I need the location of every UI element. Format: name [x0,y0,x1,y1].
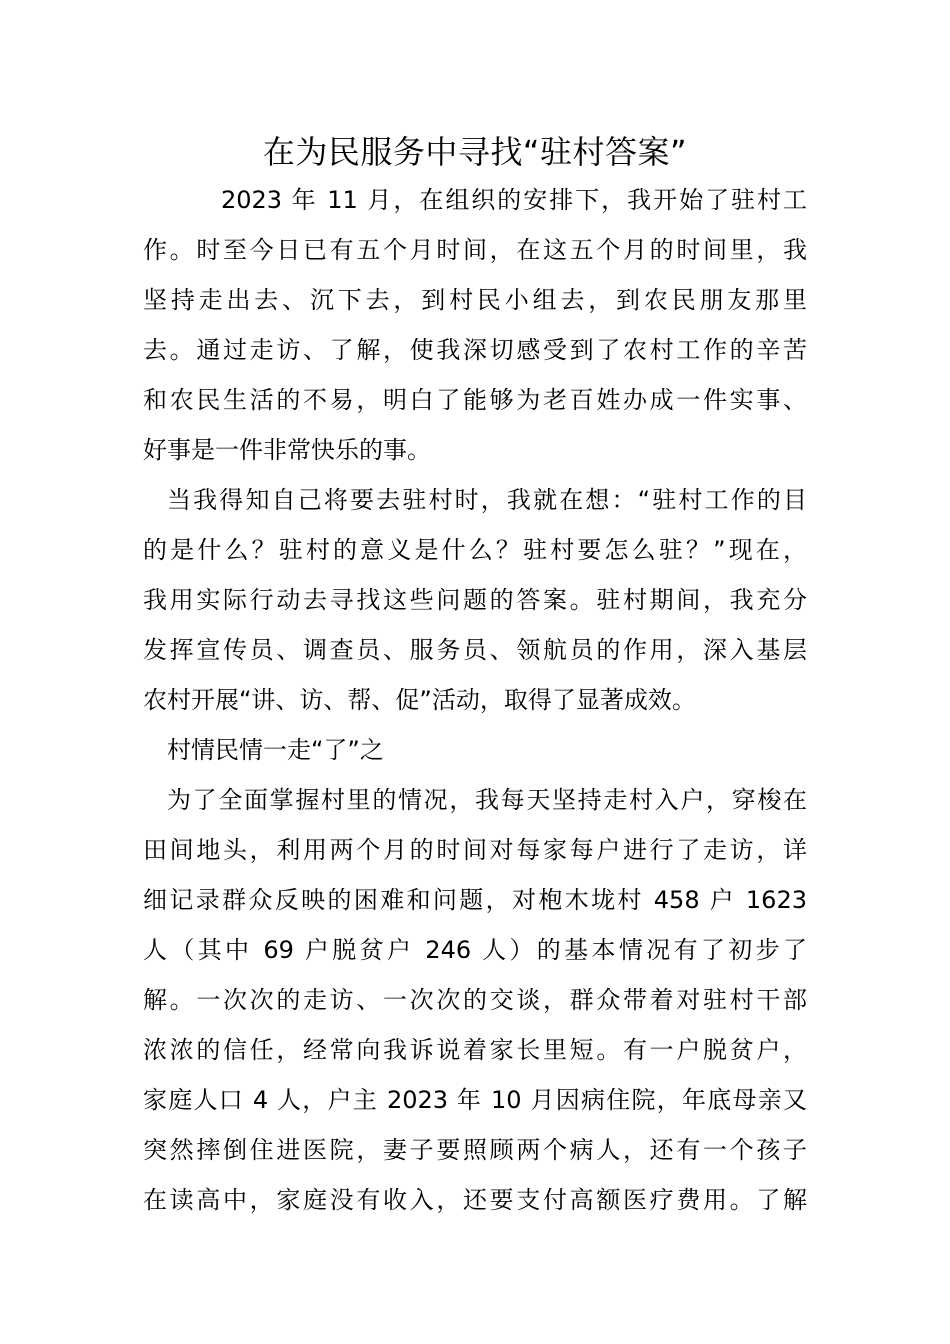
paragraph-1-line-2: 作。时至今日已有五个月时间，在这五个月的时间里，我 [143,236,807,264]
paragraph-3-line-8: 突然摔倒住进医院，妻子要照顾两个病人，还有一个孩子 [143,1136,807,1164]
paragraph-3-line-3: 细记录群众反映的困难和问题，对枹木垅村 458 户 1623 [143,886,807,914]
paragraph-1-line-3: 坚持走出去、沉下去，到村民小组去，到农民朋友那里 [143,286,807,314]
paragraph-2-line-5: 农村开展“讲、访、帮、促”活动，取得了显著成效。 [143,686,696,714]
paragraph-2-line-4: 发挥宣传员、调查员、服务员、领航员的作用，深入基层 [143,636,807,664]
paragraph-3-line-4: 人（其中 69 户脱贫户 246 人）的基本情况有了初步了 [143,936,807,964]
paragraph-1-line-6: 好事是一件非常快乐的事。 [143,436,431,464]
paragraph-1-line-4: 去。通过走访、了解，使我深切感受到了农村工作的辛苦 [143,336,807,364]
paragraph-2-line-2: 的是什么？驻村的意义是什么？驻村要怎么驻？”现在， [143,536,807,564]
paragraph-3-line-1: 为了全面掌握村里的情况，我每天坚持走村入户，穿梭在 [167,786,807,814]
paragraph-3-line-2: 田间地头，利用两个月的时间对每家每户进行了走访，详 [143,836,807,864]
paragraph-3-line-5: 解。一次次的走访、一次次的交谈，群众带着对驻村干部 [143,986,807,1014]
paragraph-2-line-1: 当我得知自己将要去驻村时，我就在想：“驻村工作的目 [167,486,807,514]
paragraph-3-line-7: 家庭人口 4 人，户主 2023 年 10 月因病住院，年底母亲又 [143,1086,807,1114]
paragraph-3-line-9: 在读高中，家庭没有收入，还要支付高额医疗费用。了解 [143,1186,807,1214]
paragraph-1-line-5: 和农民生活的不易，明白了能够为老百姓办成一件实事、 [143,386,807,414]
paragraph-1-line-1: 2023 年 11 月，在组织的安排下，我开始了驻村工 [221,186,807,214]
paragraph-2-line-3: 我用实际行动去寻找这些问题的答案。驻村期间，我充分 [143,586,807,614]
section-heading: 村情民情一走“了”之 [167,736,384,764]
paragraph-3-line-6: 浓浓的信任，经常向我诉说着家长里短。有一户脱贫户， [143,1036,807,1064]
document-title: 在为民服务中寻找“驻村答案” [262,133,688,171]
